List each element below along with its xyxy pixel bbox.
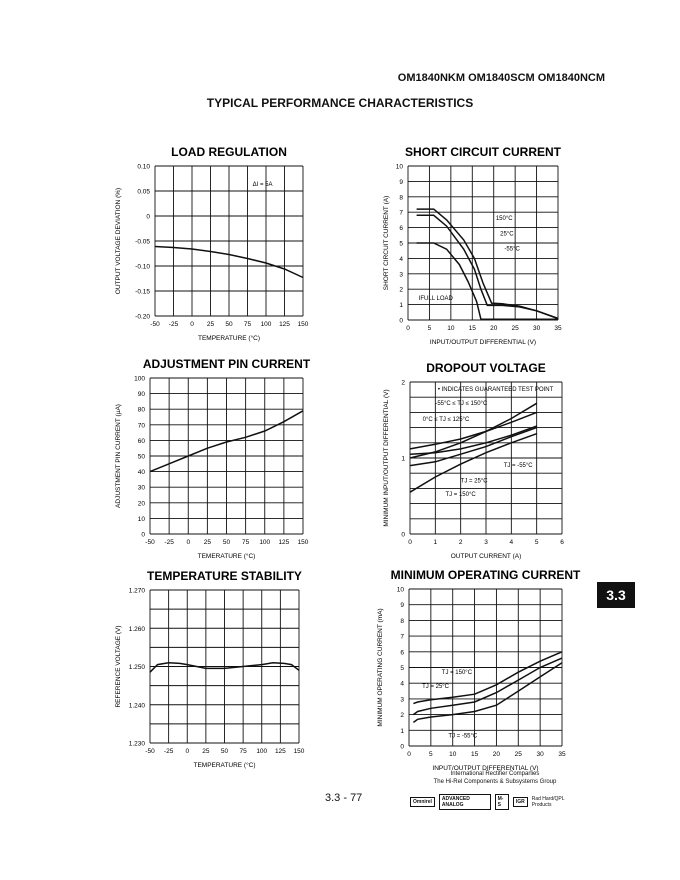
chart-title: SHORT CIRCUIT CURRENT [405, 145, 561, 159]
chart-title: ADJUSTMENT PIN CURRENT [142, 357, 311, 371]
y-tick-label: 1.230 [128, 740, 145, 748]
x-tick-label: 75 [243, 321, 252, 328]
y-tick-label: 9 [399, 178, 403, 186]
annotation-label: -55°C ≤ TJ ≤ 150°C [435, 400, 488, 407]
annotation-label: • INDICATES GUARANTEED TEST POINT [437, 387, 554, 394]
y-tick-label: 40 [137, 469, 145, 477]
y-tick-label: 7 [400, 633, 404, 641]
y-axis-label: OUTPUT VOLTAGE DEVIATION (%) [115, 187, 122, 295]
footer-line1: International Rectifier Companies [450, 771, 540, 777]
advanced-analog-logo: ADVANCED ANALOG [439, 794, 491, 810]
y-tick-label: 0 [400, 743, 404, 751]
y-tick-label: -0.05 [135, 238, 150, 246]
y-tick-label: 2 [399, 286, 403, 294]
y-tick-label: -0.10 [135, 263, 150, 271]
x-tick-label: 125 [279, 321, 290, 328]
y-tick-label: 0 [399, 317, 403, 325]
x-tick-label: 25 [511, 325, 519, 332]
y-tick-label: 1.270 [128, 587, 145, 595]
x-axis-label: TEMPERATURE (°C) [197, 335, 261, 342]
x-tick-label: 25 [206, 321, 215, 328]
footer-logos [410, 795, 580, 809]
x-tick-label: 3 [484, 539, 488, 546]
x-tick-label: 15 [468, 325, 476, 332]
footer-line2: The Hi-Rel Components & Subsystems Group [433, 779, 557, 785]
y-tick-label: 7 [399, 209, 403, 217]
x-tick-label: 5 [429, 751, 433, 758]
y-tick-label: 0 [141, 531, 145, 539]
x-tick-label: 5 [534, 539, 539, 546]
y-tick-label: 4 [399, 255, 403, 263]
y-tick-label: 3 [400, 696, 404, 704]
x-tick-label: 75 [239, 748, 247, 755]
x-tick-label: 0 [408, 539, 412, 546]
annotation-label: TJ = 25°C [422, 683, 450, 690]
annotation-label: 150°C [495, 215, 513, 222]
x-tick-label: 125 [278, 539, 290, 546]
x-tick-label: 10 [447, 325, 455, 332]
y-tick-label: 9 [400, 602, 404, 610]
annotation-label: TJ = -55°C [448, 733, 478, 740]
x-tick-label: 30 [532, 325, 541, 332]
annotation-label: TJ = 150°C [441, 669, 473, 676]
y-tick-label: 8 [400, 617, 404, 625]
igr-caption: Rad Hard/QPL Products [531, 796, 565, 808]
x-tick-label: 25 [202, 748, 210, 755]
y-tick-label: 1.240 [128, 702, 145, 710]
y-tick-label: 1.260 [128, 625, 145, 633]
section-tab: 3.3 [597, 582, 635, 608]
annotation-label: ΔI = 5A [252, 182, 273, 188]
y-tick-label: 50 [137, 453, 145, 461]
y-tick-label: 20 [137, 500, 145, 508]
x-tick-label: -50 [145, 748, 155, 755]
x-tick-label: 25 [203, 539, 211, 546]
chart-title: LOAD REGULATION [171, 145, 287, 159]
adjustment-pin-current-chart [110, 352, 330, 567]
x-tick-label: 0 [186, 539, 191, 546]
y-tick-label: 0 [146, 213, 150, 221]
x-tick-label: 50 [222, 539, 231, 546]
x-tick-label: 0 [190, 321, 194, 328]
y-tick-label: 8 [399, 194, 403, 202]
x-tick-label: 20 [492, 751, 501, 758]
x-tick-label: -25 [168, 321, 179, 328]
x-tick-label: 0 [407, 751, 411, 758]
y-tick-label: 100 [134, 375, 145, 383]
y-axis-label: MINIMUM OPERATING CURRENT (mA) [377, 608, 384, 727]
annotation-label: 0°C ≤ TJ ≤ 125°C [422, 416, 470, 423]
temperature-stability-chart [110, 563, 330, 778]
y-tick-label: 60 [137, 437, 145, 445]
x-tick-label: 10 [449, 751, 457, 758]
load-regulation-chart [110, 140, 330, 355]
y-tick-label: 5 [399, 240, 403, 248]
y-tick-label: 10 [395, 163, 403, 171]
y-tick-label: 1 [400, 727, 404, 735]
igr-logo: IGR [513, 797, 528, 807]
x-tick-label: 1 [433, 539, 438, 546]
x-axis-label: INPUT/OUTPUT DIFFERENTIAL (V) [432, 765, 539, 772]
x-tick-label: 125 [274, 748, 286, 755]
dropout-voltage-chart [378, 352, 578, 567]
y-tick-label: -0.15 [135, 288, 150, 296]
x-tick-label: 15 [470, 751, 479, 758]
x-tick-label: 2 [458, 539, 463, 546]
x-tick-label: 30 [536, 751, 544, 758]
x-tick-label: 100 [259, 539, 271, 546]
y-tick-label: 4 [400, 680, 404, 688]
y-tick-label: 0.10 [137, 163, 150, 171]
x-axis-label: TEMPERATURE (°C) [193, 762, 256, 769]
y-tick-label: 10 [396, 586, 404, 594]
y-tick-label: 1 [399, 302, 403, 310]
y-tick-label: 10 [137, 515, 145, 523]
footer [405, 770, 585, 786]
annotation-label: TJ = 150°C [445, 492, 476, 498]
x-tick-label: 50 [220, 748, 229, 755]
x-tick-label: 150 [297, 539, 309, 546]
y-axis-label: REFERENCE VOLTAGE (V) [115, 625, 122, 708]
y-tick-label: 70 [137, 422, 145, 430]
x-axis-label: INPUT/OUTPUT DIFFERENTIAL (V) [429, 339, 537, 346]
x-tick-label: 5 [427, 325, 432, 332]
y-axis-label: MINIMUM INPUT/OUTPUT DIFFERENTIAL (V) [383, 389, 390, 527]
y-tick-label: 6 [400, 649, 404, 657]
y-tick-label: 0 [401, 531, 405, 539]
y-tick-label: 1.250 [128, 664, 145, 671]
minimum-operating-current-chart [372, 563, 581, 778]
annotation-label: -55°C [504, 246, 520, 253]
x-axis-label: TEMERATURE (°C) [197, 553, 256, 560]
annotation-label: 25°C [500, 231, 514, 238]
ms-logo: M-S [495, 794, 509, 810]
x-tick-label: 75 [242, 539, 250, 546]
y-axis-label: SHORT CIRCUIT CURRENT (A) [383, 195, 390, 291]
x-tick-label: 50 [225, 321, 233, 328]
x-tick-label: -50 [150, 321, 160, 328]
y-tick-label: 90 [137, 391, 145, 399]
y-tick-label: 0.05 [137, 188, 150, 196]
x-tick-label: -50 [145, 539, 155, 546]
x-tick-label: 35 [554, 325, 562, 332]
x-tick-label: 4 [509, 539, 514, 546]
y-tick-label: 3 [399, 271, 403, 279]
chart-title: DROPOUT VOLTAGE [426, 361, 546, 375]
x-tick-label: 6 [560, 539, 564, 546]
annotation-label: TJ = 25°C [460, 478, 488, 485]
short-circuit-current-chart [378, 140, 578, 355]
x-tick-label: -25 [163, 748, 174, 755]
x-tick-label: 100 [256, 748, 268, 755]
x-tick-label: 25 [514, 751, 522, 758]
x-tick-label: 150 [293, 748, 305, 755]
x-tick-label: 35 [558, 751, 566, 758]
x-tick-label: 0 [185, 748, 190, 755]
x-tick-label: 100 [260, 321, 272, 328]
y-tick-label: 30 [137, 484, 145, 492]
chart-title: TEMPERATURE STABILITY [147, 569, 302, 583]
x-tick-label: 150 [297, 321, 309, 328]
y-tick-label: 6 [399, 225, 403, 233]
part-numbers: OM1840NKM OM1840SCM OM1840NCM [397, 72, 605, 84]
omnirel-logo: Omnirel [410, 797, 435, 807]
x-tick-label: 0 [406, 325, 410, 332]
annotation-label: IFULL LOAD [418, 295, 453, 302]
y-tick-label: 1 [401, 455, 405, 463]
page-title: TYPICAL PERFORMANCE CHARACTERISTICS [206, 96, 474, 110]
chart-title: MINIMUM OPERATING CURRENT [390, 568, 581, 582]
y-tick-label: 80 [137, 406, 145, 414]
annotation-label: TJ = -55°C [503, 463, 533, 470]
y-tick-label: 2 [400, 712, 404, 720]
page-number: 3.3 - 77 [325, 792, 363, 804]
y-axis-label: ADJUSTMENT PIN CURRENT (µA) [115, 404, 122, 508]
x-tick-label: -25 [164, 539, 174, 546]
y-tick-label: 2 [401, 379, 405, 387]
y-tick-label: 5 [400, 665, 404, 672]
x-tick-label: 20 [490, 325, 498, 332]
x-axis-label: OUTPUT CURRENT (A) [450, 553, 522, 560]
y-tick-label: -0.20 [135, 313, 150, 321]
